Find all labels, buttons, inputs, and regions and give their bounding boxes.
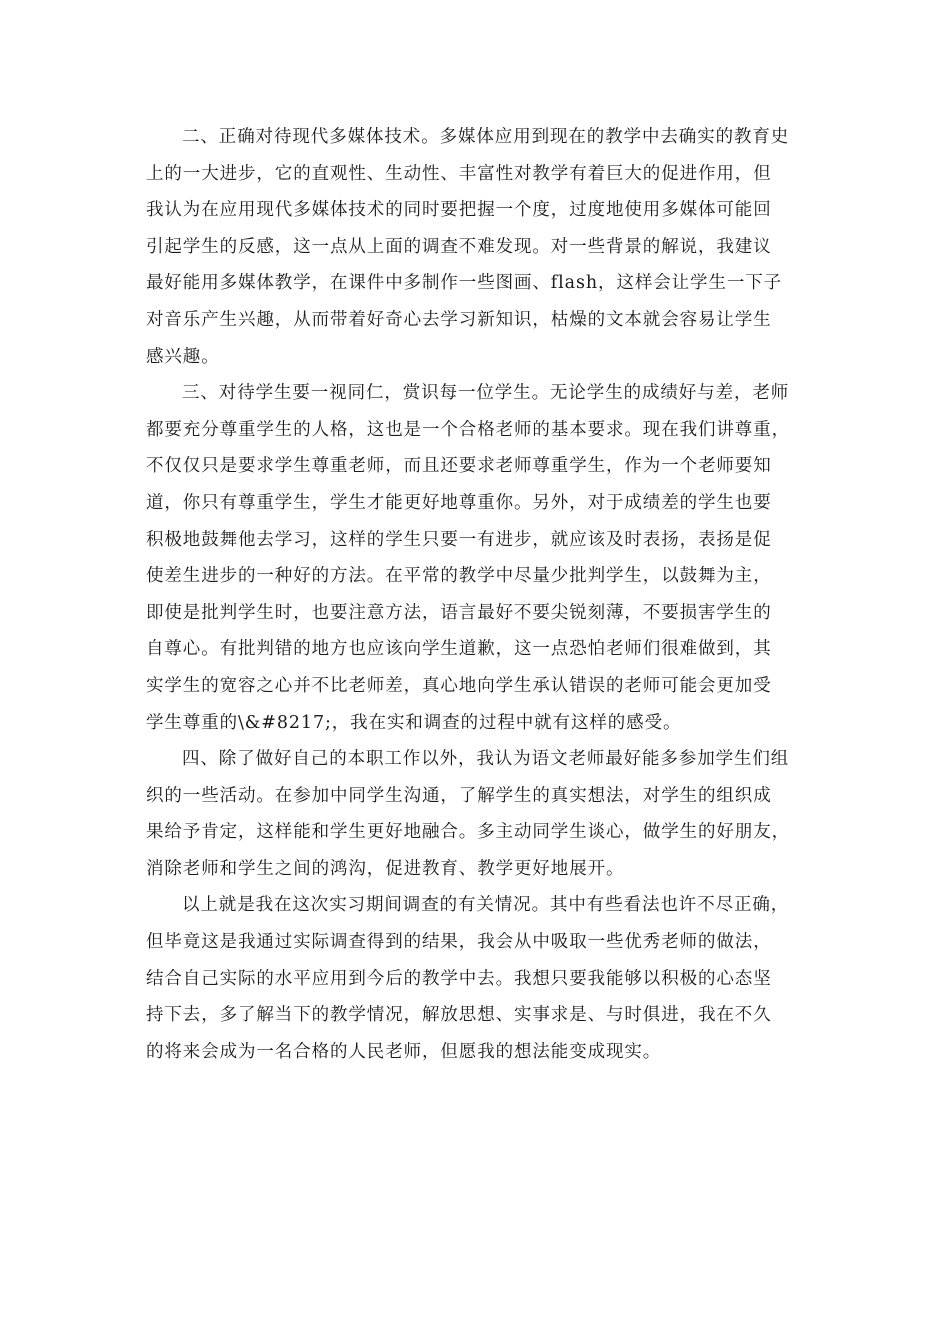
text-line: 消除老师和学生之间的鸿沟，促进教育、教学更好地展开。 xyxy=(146,858,625,879)
text-line: 使差生进步的一种好的方法。在平常的教学中尽量少批判学生，以鼓舞为主， xyxy=(146,566,772,587)
text-line: 即使是批判学生时，也要注意方法，语言最好不要尖锐刻薄，不要损害学生的 xyxy=(146,602,772,623)
text-line: 引起学生的反感，这一点从上面的调查不难发现。对一些背景的解说，我建议 xyxy=(146,236,772,257)
text-line: 二、正确对待现代多媒体技术。多媒体应用到现在的教学中去确实的教育史 xyxy=(182,127,790,147)
text-line: 持下去，多了解当下的教学情况，解放思想、实事求是、与时俱进，我在不久 xyxy=(146,1005,772,1026)
paragraph-conclusion xyxy=(146,887,806,1070)
text-line: 对音乐产生兴趣，从而带着好奇心去学习新知识，枯燥的文本就会容易让学生 xyxy=(146,309,772,330)
text-line: 实学生的宽容之心并不比老师差，真心地向学生承认错误的老师可能会更加受 xyxy=(146,675,772,696)
paragraph-respect-students xyxy=(146,375,806,741)
text-line: 四、除了做好自己的本职工作以外，我认为语文老师最好能多参加学生们组 xyxy=(182,749,790,770)
text-line: 结合自己实际的水平应用到今后的教学中去。我想只要我能够以积极的心态坚 xyxy=(146,968,772,989)
text-line: 三、对待学生要一视同仁，赏识每一位学生。无论学生的成绩好与差，老师 xyxy=(182,383,790,404)
text-line: 道，你只有尊重学生，学生才能更好地尊重你。另外，对于成绩差的学生也要 xyxy=(146,492,772,513)
text-line: 但毕竟这是我通过实际调查得到的结果，我会从中吸取一些优秀老师的做法， xyxy=(146,932,772,953)
text-line: 感兴趣。 xyxy=(146,346,220,367)
text-line: 最好能用多媒体教学，在课件中多制作一些图画、flash，这样会让学生一下子 xyxy=(146,273,783,294)
text-line: 不仅仅只是要求学生尊重老师，而且还要求老师尊重学生，作为一个老师要知 xyxy=(146,456,772,477)
text-line: 织的一些活动。在参加中同学生沟通，了解学生的真实想法，对学生的组织成 xyxy=(146,785,772,806)
text-line: 学生尊重的\&#8217;，我在实和调查的过程中就有这样的感受。 xyxy=(146,712,682,733)
text-line: 我认为在应用现代多媒体技术的同时要把握一个度，过度地使用多媒体可能回 xyxy=(146,200,772,221)
text-line: 果给予肯定，这样能和学生更好地融合。多主动同学生谈心，做学生的好朋友， xyxy=(146,822,790,843)
paragraph-multimedia xyxy=(146,119,806,375)
text-line: 上的一大进步，它的直观性、生动性、丰富性对教学有着巨大的促进作用，但 xyxy=(146,163,772,184)
document-body xyxy=(146,119,806,1070)
text-line: 的将来会成为一名合格的人民老师，但愿我的想法能变成现实。 xyxy=(146,1041,662,1062)
text-line: 都要充分尊重学生的人格，这也是一个合格老师的基本要求。现在我们讲尊重， xyxy=(146,419,790,440)
paragraph-activities xyxy=(146,741,806,887)
text-line: 积极地鼓舞他去学习，这样的学生只要一有进步，就应该及时表扬，表扬是促 xyxy=(146,529,772,550)
text-line: 自尊心。有批判错的地方也应该向学生道歉，这一点恐怕老师们很难做到，其 xyxy=(146,639,772,660)
text-line: 以上就是我在这次实习期间调查的有关情况。其中有些看法也许不尽正确， xyxy=(182,895,790,916)
